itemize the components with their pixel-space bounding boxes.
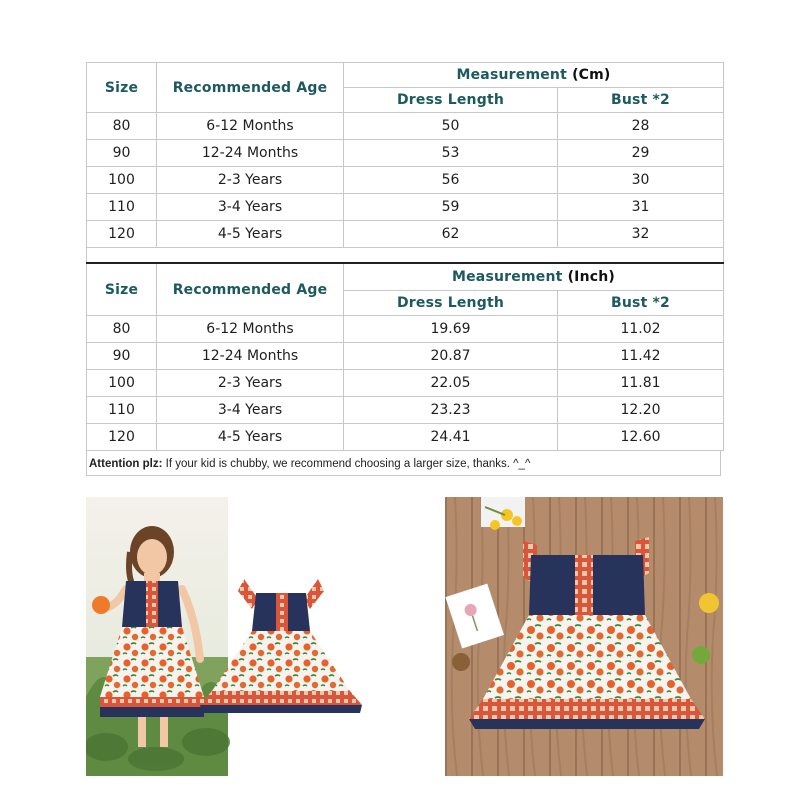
table-row: 80 6-12 Months 19.69 11.02 [87, 316, 724, 343]
table-row: 90 12-24 Months 53 29 [87, 140, 724, 167]
attention-label: Attention plz: [89, 458, 163, 470]
table-spacer [87, 248, 724, 263]
table-row: 120 4-5 Years 24.41 12.60 [87, 424, 724, 451]
size-chart-inch [86, 262, 724, 451]
dress-length-header: Dress Length [344, 88, 558, 113]
measurement-header: Measurement (Inch) [344, 263, 724, 291]
flatlay-photo-illustration [445, 497, 723, 776]
bust-header: Bust *2 [558, 291, 724, 316]
attention-note [86, 450, 721, 476]
model-photo-illustration [86, 497, 362, 776]
age-header: Recommended Age [157, 63, 344, 113]
table-row: 100 2-3 Years 22.05 11.81 [87, 370, 724, 397]
product-photo-flatlay [445, 497, 723, 776]
measurement-header: Measurement (Cm) [344, 63, 724, 88]
table-row: 120 4-5 Years 62 32 [87, 221, 724, 248]
age-header: Recommended Age [157, 263, 344, 316]
table-row: 110 3-4 Years 59 31 [87, 194, 724, 221]
dress-length-header: Dress Length [344, 291, 558, 316]
attention-text: If your kid is chubby, we recommend choosing a larger size, thanks. ^_^ [162, 458, 531, 470]
product-photo-model [86, 497, 362, 776]
table-row: 80 6-12 Months 50 28 [87, 113, 724, 140]
bust-header: Bust *2 [558, 88, 724, 113]
table-row: 100 2-3 Years 56 30 [87, 167, 724, 194]
table-row: 110 3-4 Years 23.23 12.20 [87, 397, 724, 424]
size-header: Size [87, 63, 157, 113]
size-header: Size [87, 263, 157, 316]
size-chart-cm [86, 62, 724, 263]
table-row: 90 12-24 Months 20.87 11.42 [87, 343, 724, 370]
